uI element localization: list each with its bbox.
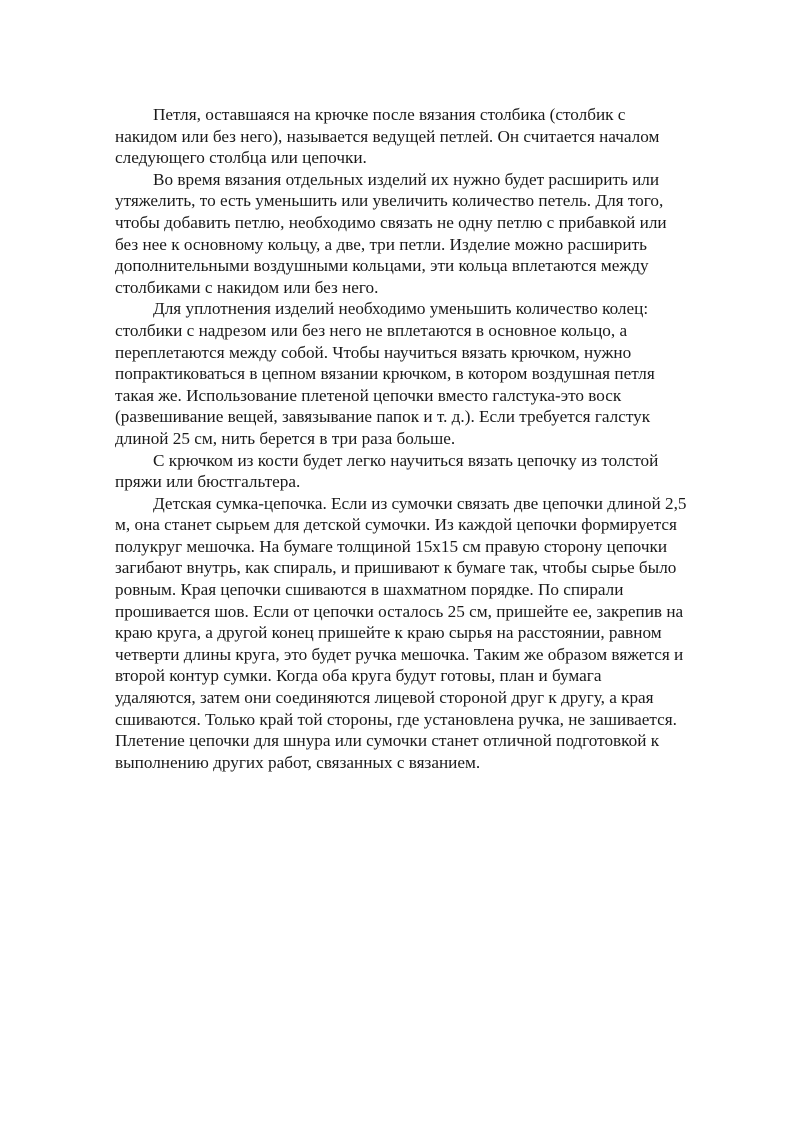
- paragraph-line: пряжи или бюстгальтера.: [115, 472, 301, 492]
- paragraph-5: [115, 493, 745, 774]
- paragraph-line: сшиваются. Только край той стороны, где установлена ручка, не зашивается.: [115, 709, 677, 729]
- paragraph-line: переплетаются между собой. Чтобы научиться вязать крючком, нужно: [115, 342, 632, 362]
- paragraph-line: утяжелить, то есть уменьшить или увеличить количество петель. Для того,: [115, 191, 664, 211]
- paragraph-4: [115, 450, 745, 493]
- paragraph-line: Для уплотнения изделий необходимо уменьшить количество колец:: [153, 299, 649, 319]
- paragraph-3: [115, 298, 745, 449]
- paragraph-line: чтобы добавить петлю, необходимо связать не одну петлю с прибавкой или: [115, 212, 667, 232]
- paragraph-line: следующего столбца или цепочки.: [115, 148, 367, 168]
- paragraph-line: четверти длины круга, это будет ручка мешочка. Таким же образом вяжется и: [115, 644, 684, 664]
- paragraph-line: попрактиковаться в цепном вязании крючком, в котором воздушная петля: [115, 364, 655, 384]
- paragraph-line: Петля, оставшаяся на крючке после вязания столбика (столбик с: [153, 105, 626, 124]
- paragraph-line: загибают внутрь, как спираль, и пришивают к бумаге так, чтобы сырье было: [115, 558, 677, 578]
- document-body: [115, 104, 745, 773]
- paragraph-line: удаляются, затем они соединяются лицевой стороной друг к другу, а края: [115, 688, 654, 708]
- paragraph-line: столбиками с накидом или без него.: [115, 277, 379, 297]
- paragraph-line: Во время вязания отдельных изделий их нужно будет расширить или: [153, 169, 660, 189]
- paragraph-line: без нее к основному кольцу, а две, три петли. Изделие можно расширить: [115, 234, 647, 254]
- paragraph-line: выполнению других работ, связанных с вязанием.: [115, 752, 481, 772]
- paragraph-line: полукруг мешочка. На бумаге толщиной 15х15 см правую сторону цепочки: [115, 536, 668, 556]
- paragraph-1: [115, 104, 745, 169]
- paragraph-2: [115, 169, 745, 299]
- paragraph-line: накидом или без него), называется ведущей петлей. Он считается началом: [115, 126, 660, 146]
- paragraph-line: второй контур сумки. Когда оба круга будут готовы, план и бумага: [115, 666, 602, 686]
- paragraph-line: прошивается шов. Если от цепочки осталось 25 см, пришейте ее, закрепив на: [115, 601, 684, 621]
- paragraph-line: (развешивание вещей, завязывание папок и т. д.). Если требуется галстук: [115, 407, 651, 427]
- paragraph-line: столбики с надрезом или без него не вплетаются в основное кольцо, а: [115, 320, 628, 340]
- paragraph-line: краю круга, а другой конец пришейте к краю сырья на расстоянии, равном: [115, 623, 662, 643]
- paragraph-line: ровным. Края цепочки сшиваются в шахматном порядке. По спирали: [115, 580, 624, 600]
- paragraph-line: дополнительными воздушными кольцами, эти кольца вплетаются между: [115, 256, 649, 276]
- paragraph-line: Плетение цепочки для шнура или сумочки станет отличной подготовкой к: [115, 731, 660, 751]
- paragraph-line: такая же. Использование плетеной цепочки вместо галстука-это воск: [115, 385, 622, 405]
- paragraph-line: м, она станет сырьем для детской сумочки. Из каждой цепочки формируется: [115, 515, 677, 535]
- paragraph-line: длиной 25 см, нить берется в три раза больше.: [115, 428, 456, 448]
- paragraph-line: Детская сумка-цепочка. Если из сумочки связать две цепочки длиной 2,5: [153, 493, 687, 513]
- paragraph-line: С крючком из кости будет легко научиться вязать цепочку из толстой: [153, 450, 659, 470]
